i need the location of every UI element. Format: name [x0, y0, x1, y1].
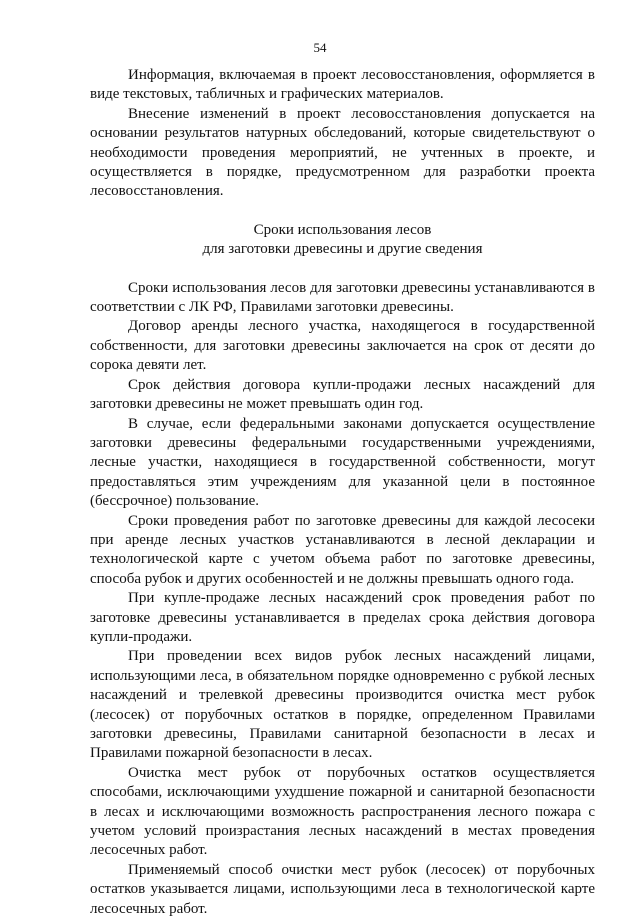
- paragraph-intro-1: Информация, включаемая в проект лесовосстановления, оформляется в виде текстовых, табличных и графических материалов.: [90, 67, 595, 103]
- section-heading: [90, 221, 595, 260]
- paragraph-body-4: В случае, если федеральными законами допускается осуществление заготовки древесины федеральными государственными учреждениями, лесные участки, находящиеся в государственной собственности, могут предоставляться этим учреждениям для указанной цели в постоянное (бессрочное) пользование.: [90, 415, 595, 510]
- paragraph-body-3: Срок действия договора купли-продажи лесных насаждений для заготовки древесины не может превышать один год.: [90, 376, 595, 413]
- paragraph-body-5: Сроки проведения работ по заготовке древесины для каждой лесосеки при аренде лесных участков устанавливаются в лесной декларации и технологической карте с учетом объема работ по заготовке древесины, способа рубок и других особенностей и не должны превышать одного года.: [90, 512, 595, 587]
- section-title-line-2: для заготовки древесины и другие сведения: [202, 241, 483, 258]
- paragraph-body-7: При проведении всех видов рубок лесных насаждений лицами, использующими леса, в обязательном порядке одновременно с рубкой лесных насаждений и трелевкой древесины производится очистка мест рубок (лесосек) от порубочных остатков в порядке, определенном Правилами заготовки древесины, Правилами санитарной безопасности в лесах и Правилами пожарной безопасности в лесах.: [90, 648, 595, 762]
- paragraph-body-8: Очистка мест рубок от порубочных остатков осуществляется способами, исключающими ухудшение пожарной и санитарной безопасности в лесах и исключающими возможность распространения лесного пожара с учетом условий произрастания лесных насаждений в местах проведения лесосечных работ.: [90, 764, 595, 859]
- page-content: [90, 66, 595, 919]
- paragraph-intro-2: Внесение изменений в проект лесовосстановления допускается на основании результатов натурных обследований, которые свидетельствуют о необходимости проведения мероприятий, не учтенных в проекте, и осуществляется в порядке, предусмотренном для разработки проекта лесовосстановления.: [90, 105, 595, 200]
- paragraph-body-9: Применяемый способ очистки мест рубок (лесосек) от порубочных остатков указывается лицами, использующими леса в технологической карте лесосечных работ.: [90, 861, 595, 917]
- paragraph-body-1: Сроки использования лесов для заготовки древесины устанавливаются в соответствии с ЛК РФ, Правилами заготовки древесины.: [90, 279, 595, 316]
- paragraph-body-6: При купле-продаже лесных насаждений срок проведения работ по заготовке древесины устанавливается в пределах срока действия договора купли-продажи.: [90, 590, 595, 645]
- page-number: 54: [313, 40, 327, 55]
- section-title-line-1: Сроки использования лесов: [253, 221, 432, 238]
- paragraph-body-2: Договор аренды лесного участка, находящегося в государственной собственности, для заготовки древесины заключается на срок от десяти до сорока девяти лет.: [90, 318, 595, 374]
